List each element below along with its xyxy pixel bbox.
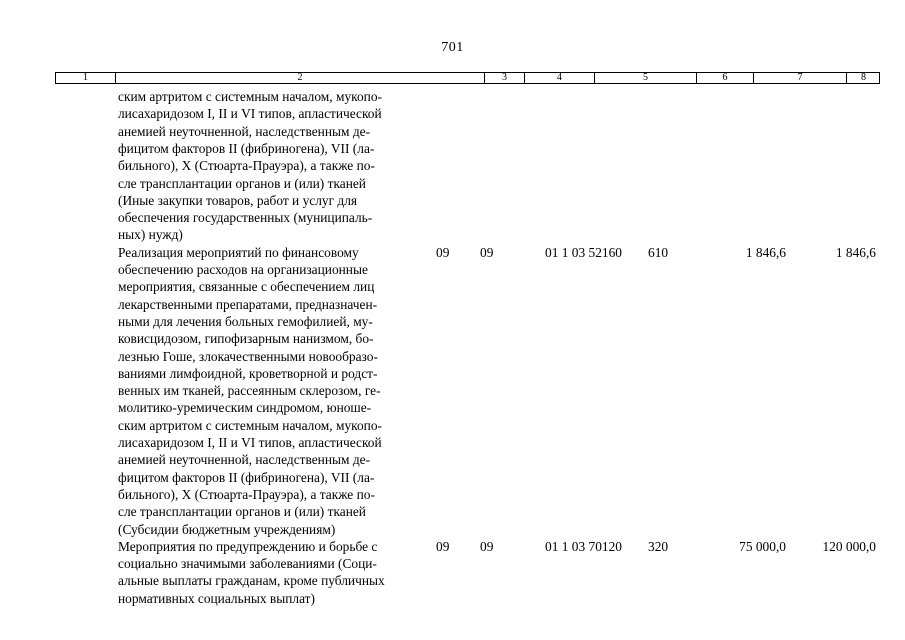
description-line: (Иные закупки товаров, работ и услуг для (118, 192, 358, 208)
description-line: венных им тканей, рассеянным склерозом, ге- (118, 383, 381, 399)
description-line: Реализация мероприятий по финансовому (118, 244, 359, 260)
description-line: ных) нужд) (118, 227, 183, 243)
subsection-code: 09 (480, 538, 494, 554)
description-line: анемией неуточненной, наследственным де- (118, 452, 371, 468)
description-line: фицитом факторов II (фибриногена), VII (ла- (118, 469, 375, 485)
amount-year-1: 75 000,0 (739, 538, 786, 554)
description-line: ваниями лимфоидной, кроветворной и родст- (118, 365, 378, 381)
target-article-code: 01 1 03 52160 (545, 244, 622, 260)
header-col-3: 3 (485, 73, 525, 83)
target-article-code: 01 1 03 70120 (545, 538, 622, 554)
page-number: 701 (441, 40, 464, 55)
description-line: социально значимыми заболеваниями (Соци- (118, 556, 377, 572)
description-line: лезнью Гоше, злокачественными новообразо- (118, 348, 378, 364)
description-line: ским артритом с системным началом, мукопо- (118, 89, 382, 104)
description-line: (Субсидии бюджетным учреждениям) (118, 521, 336, 537)
section-code: 09 (436, 244, 450, 260)
description-line: ковисцидозом, гипофизарным нанизмом, бо- (118, 331, 374, 347)
description-line: альные выплаты гражданам, кроме публичных (118, 573, 385, 589)
header-col-1: 1 (56, 73, 116, 83)
description-line: обеспечения государственных (муниципаль- (118, 210, 373, 226)
amount-year-1: 1 846,6 (745, 244, 786, 260)
header-col-7: 7 (754, 73, 847, 83)
header-col-4: 4 (525, 73, 595, 83)
description-line: ными для лечения больных гемофилией, му- (118, 313, 373, 329)
description-line: анемией неуточненной, наследственным де- (118, 123, 371, 139)
table-header (55, 72, 880, 84)
section-code: 09 (436, 538, 450, 554)
description-line: сле трансплантации органов и (или) тканей (118, 175, 366, 191)
description-line: обеспечению расходов на организационные (118, 262, 368, 277)
description-line: бильного), X (Стюарта-Прауэра), а также по- (118, 158, 375, 174)
description-line: фицитом факторов II (фибриногена), VII (ла- (118, 140, 375, 156)
amount-year-2: 120 000,0 (822, 538, 876, 554)
description-line: лисахаридозом I, II и VI типов, апластической (118, 435, 382, 450)
header-col-5: 5 (595, 73, 697, 83)
header-col-8: 8 (861, 72, 866, 83)
description-line: лисахаридозом I, II и VI типов, апластической (118, 106, 382, 122)
description-line: сле трансплантации органов и (или) тканей (118, 504, 366, 520)
description-line: нормативных социальных выплат) (118, 590, 315, 606)
description-line: лекарственными препаратами, предназначен- (118, 296, 378, 312)
description-line: мероприятия, связанные с обеспечением лиц (118, 279, 375, 295)
description-line: бильного), X (Стюарта-Прауэра), а также по- (118, 486, 375, 502)
expense-type-code: 610 (648, 244, 669, 260)
amount-year-2: 1 846,6 (835, 244, 876, 260)
description-line: молитико-уремическим синдромом, юноше- (118, 400, 372, 416)
subsection-code: 09 (480, 244, 494, 260)
header-col-2: 2 (116, 73, 485, 83)
expense-type-code: 320 (648, 538, 669, 554)
description-line: ским артритом с системным началом, мукопо- (118, 417, 382, 433)
description-line: Мероприятия по предупреждению и борьбе с (118, 538, 378, 554)
header-col-6: 6 (697, 73, 754, 83)
